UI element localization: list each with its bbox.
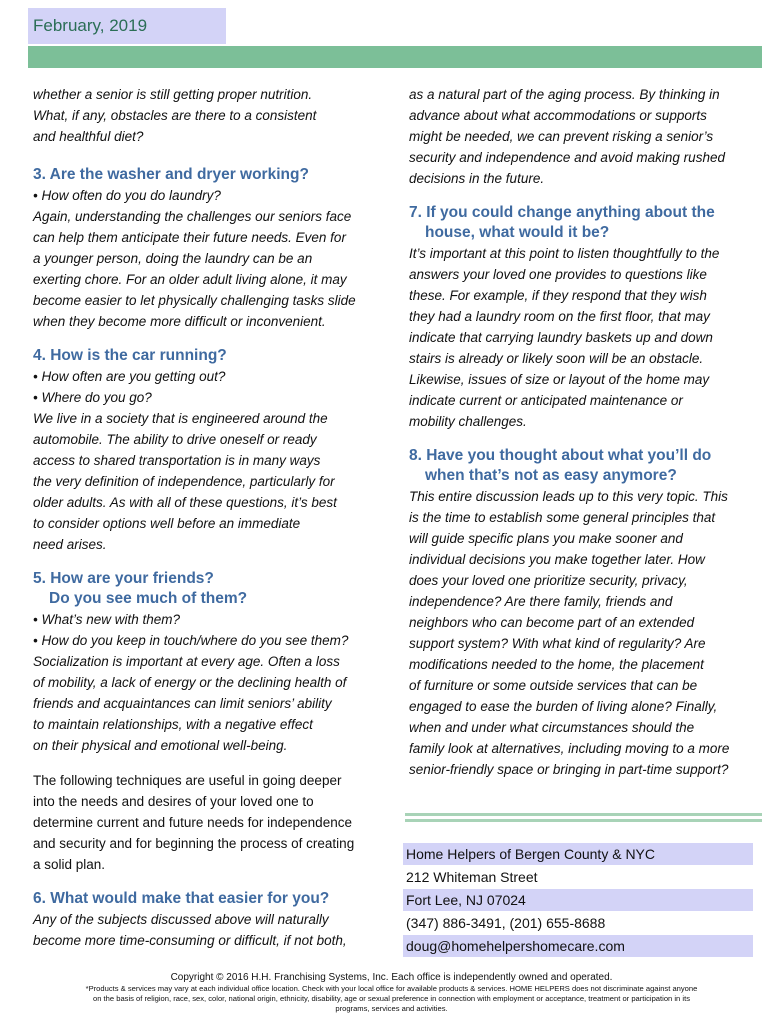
footer: [0, 972, 783, 1014]
section-heading-7-line2: house, what would it be?: [425, 224, 610, 241]
bullet-item: • What’s new with them?: [33, 612, 181, 627]
body-line: need arises.: [33, 537, 107, 552]
body-line: into the needs and desires of your loved one to: [33, 794, 314, 809]
body-line: as a natural part of the aging process. By thinking in: [409, 87, 720, 102]
body-line: of furniture or some outside services that can be: [409, 678, 698, 693]
body-line: security and independence and avoid making rushed: [409, 150, 725, 165]
section-heading-5-line1: 5. How are your friends?: [33, 570, 214, 587]
body-line: will guide specific plans you make sooner and: [409, 531, 683, 546]
body-line: determine current and future needs for independence: [33, 815, 352, 830]
body-line: independence? Are there family, friends and: [409, 594, 673, 609]
section-heading-3: 3. Are the washer and dryer working?: [33, 166, 309, 183]
body-line: a solid plan.: [33, 857, 106, 872]
section-heading-8-line1: 8. Have you thought about what you’ll do: [409, 447, 712, 464]
body-line: does your loved one prioritize security, privacy,: [409, 573, 688, 588]
body-line: answers your loved one provides to questions like: [409, 267, 707, 282]
body-line: This entire discussion leads up to this very topic. This: [409, 489, 728, 504]
body-line: older adults. As with all of these questions, it’s best: [33, 495, 337, 510]
body-line: engaged to ease the burden of living alone? Finally,: [409, 699, 718, 714]
body-line: individual decisions you make together later. How: [409, 552, 705, 567]
body-line: a younger person, doing the laundry can be an: [33, 251, 313, 266]
body-line: can help them anticipate their future needs. Even for: [33, 230, 346, 245]
body-line: modifications needed to the home, the placement: [409, 657, 704, 672]
section-heading-7-line1: 7. If you could change anything about the: [409, 204, 715, 221]
body-line: of mobility, a lack of energy or the declining health of: [33, 675, 347, 690]
body-line: advance about what accommodations or supports: [409, 108, 707, 123]
body-line: they had a laundry room on the first floor, that may: [409, 309, 710, 324]
body-line: senior-friendly space or bringing in part-time support?: [409, 762, 729, 777]
body-line: and security and for beginning the process of creating: [33, 836, 355, 851]
body-line: when they become more difficult or inconvenient.: [33, 314, 326, 329]
body-line: is the time to establish some general principles that: [409, 510, 716, 525]
body-line: Likewise, issues of size or layout of the home may: [409, 372, 710, 387]
left-column: [33, 84, 378, 951]
body-line: to consider options well before an immediate: [33, 516, 301, 531]
disclaimer-line: *Products & services may vary at each individual office location. Check with your local office for available products & services. HOME HELPERS does not discriminate against anyone: [85, 984, 698, 993]
body-line: decisions in the future.: [409, 171, 545, 186]
body-line: indicate current or anticipated maintenance or: [409, 393, 683, 408]
body-line: support system? With what kind of regularity? Are: [409, 636, 706, 651]
section-heading-5-line2: Do you see much of them?: [49, 590, 248, 607]
disclaimer-line: on the basis of religion, race, sex, color, national origin, ethnicity, disability, age or sexual preference in connection with employment or acceptance, treatment or participation in its: [93, 994, 690, 1003]
office-city: Fort Lee, NJ 07024: [403, 889, 753, 911]
body-line: mobility challenges.: [409, 414, 527, 429]
contact-divider: [405, 813, 762, 816]
section-heading-8: [409, 446, 759, 486]
body-line: family look at alternatives, including moving to a more: [409, 741, 730, 756]
section-heading-8-line2: when that’s not as easy anymore?: [425, 467, 677, 484]
copyright-line: Copyright © 2016 H.H. Franchising Systems, Inc. Each office is independently owned and operated.: [170, 972, 613, 983]
body-line: neighbors who can become part of an extended: [409, 615, 695, 630]
office-phones: (347) 886-3491, (201) 655-8688: [406, 915, 606, 931]
body-line: become more time-consuming or difficult, if not both,: [33, 933, 347, 948]
section-heading-5: [33, 569, 378, 609]
body-line: indicate that carrying laundry baskets up and down: [409, 330, 713, 345]
body-line: when and under what circumstances should the: [409, 720, 695, 735]
bullet-item: • Where do you go?: [33, 390, 152, 405]
body-line: stairs is already or likely soon will be an obstacle.: [409, 351, 704, 366]
header-divider-bar: [28, 46, 762, 68]
body-line: friends and acquaintances can limit seniors’ ability: [33, 696, 332, 711]
body-line: these. For example, if they respond that they wish: [409, 288, 707, 303]
right-column: [409, 84, 759, 780]
body-line: Socialization is important at every age. Often a loss: [33, 654, 340, 669]
body-line: and healthful diet?: [33, 129, 144, 144]
body-line: become easier to let physically challenging tasks slide: [33, 293, 356, 308]
body-line: It’s important at this point to listen thoughtfully to the: [409, 246, 720, 261]
body-line: to maintain relationships, with a negative effect: [33, 717, 313, 732]
section-heading-7: [409, 203, 759, 243]
section-heading-4: 4. How is the car running?: [33, 347, 227, 364]
office-street: 212 Whiteman Street: [406, 869, 538, 885]
body-line: Any of the subjects discussed above will naturally: [33, 912, 329, 927]
body-line: Again, understanding the challenges our seniors face: [33, 209, 352, 224]
body-line: access to shared transportation is in many ways: [33, 453, 321, 468]
newsletter-date: February, 2019: [28, 8, 226, 44]
body-line: on their physical and emotional well-being.: [33, 738, 288, 753]
bullet-item: • How do you keep in touch/where do you see them?: [33, 633, 349, 648]
section-heading-6: 6. What would make that easier for you?: [33, 890, 330, 907]
body-line: We live in a society that is engineered around the: [33, 411, 328, 426]
body-line: whether a senior is still getting proper nutrition.: [33, 87, 313, 102]
office-email: doug@homehelpershomecare.com: [403, 935, 753, 957]
disclaimer-line: programs, services and activities.: [335, 1004, 448, 1013]
bullet-item: • How often do you do laundry?: [33, 188, 221, 203]
body-line: What, if any, obstacles are there to a consistent: [33, 108, 317, 123]
contact-block: [403, 843, 753, 958]
contact-divider: [405, 819, 762, 822]
bullet-item: • How often are you getting out?: [33, 369, 226, 384]
body-line: might be needed, we can prevent risking a senior’s: [409, 129, 714, 144]
office-name: Home Helpers of Bergen County & NYC: [403, 843, 753, 865]
body-line: the very definition of independence, particularly for: [33, 474, 335, 489]
body-line: automobile. The ability to drive oneself or ready: [33, 432, 317, 447]
body-line: exerting chore. For an older adult living alone, it may: [33, 272, 347, 287]
body-line: The following techniques are useful in going deeper: [33, 773, 342, 788]
